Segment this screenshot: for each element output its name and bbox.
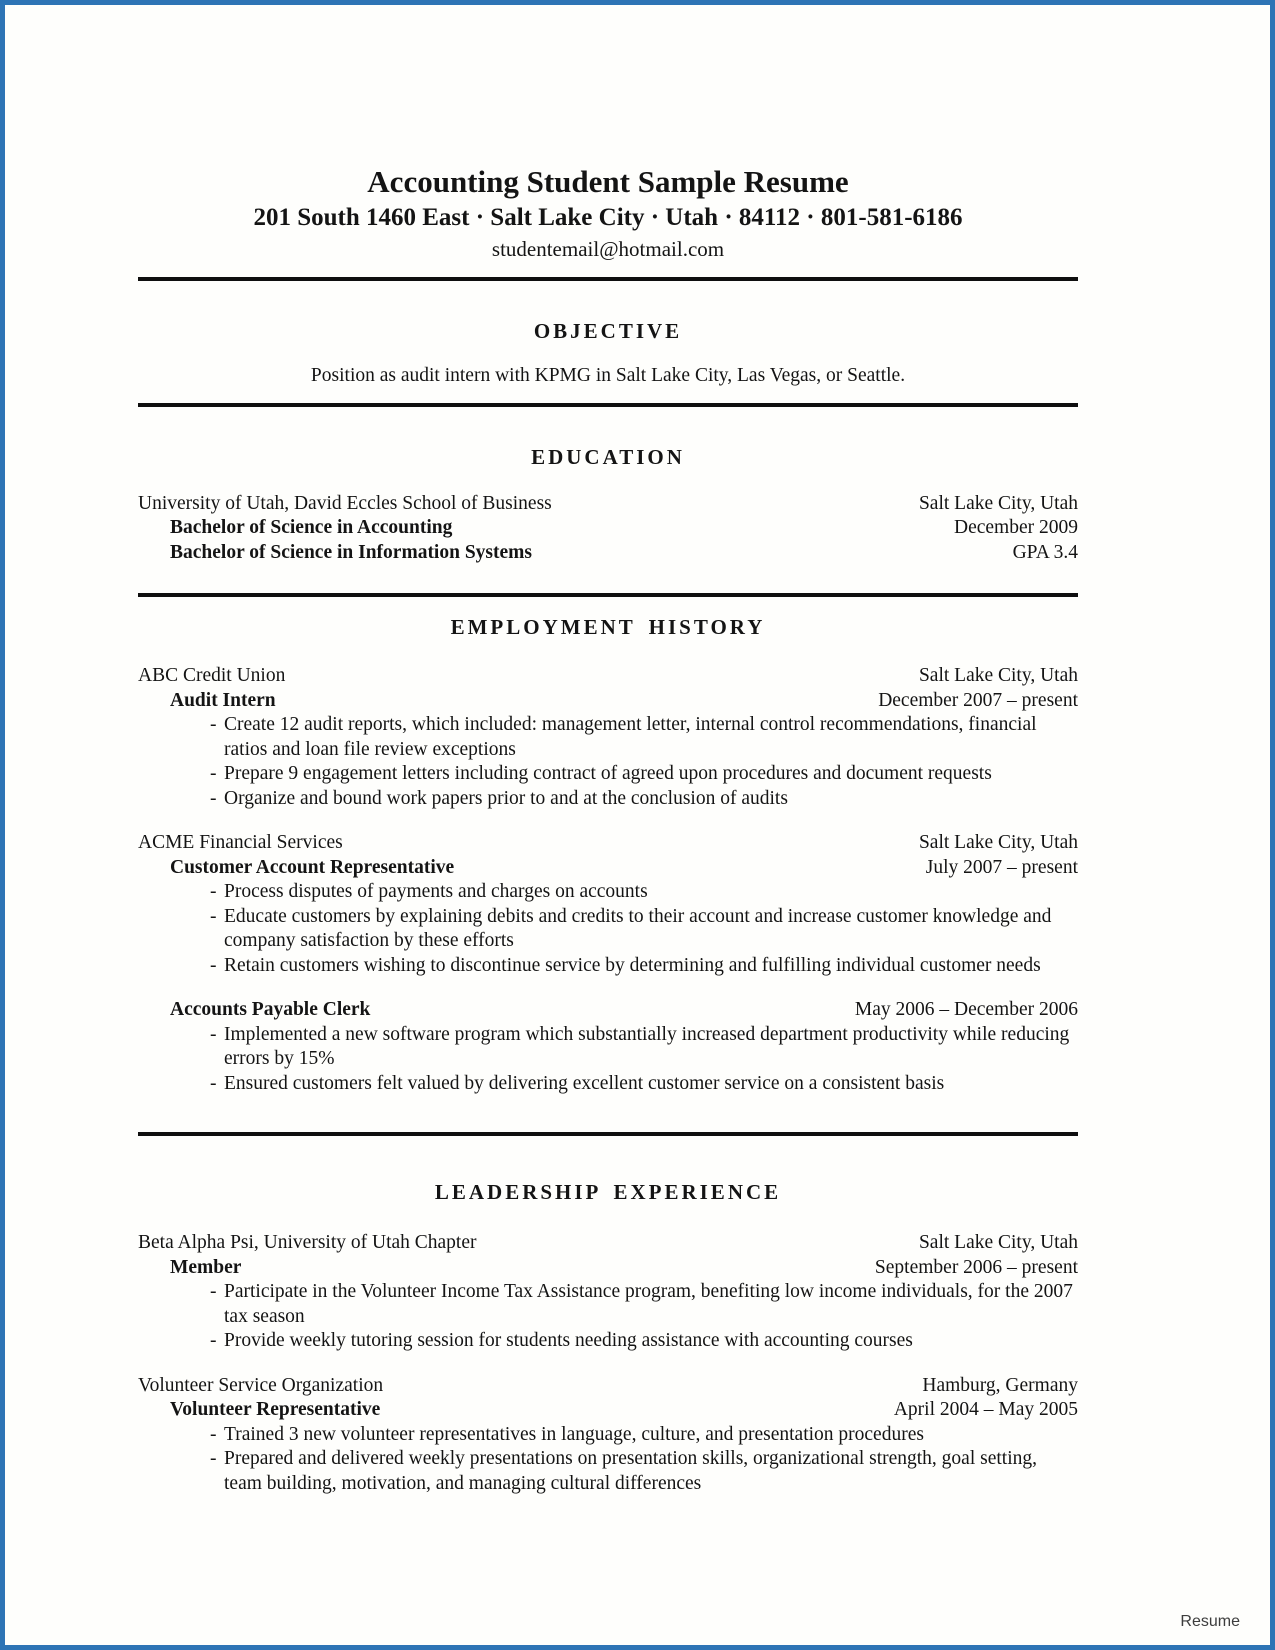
leadership-heading: LEADERSHIP EXPERIENCE	[434, 1180, 782, 1204]
bullet-item	[210, 1280, 1078, 1329]
bullet-text: Create 12 audit reports, which included: management letter, internal control recommendations, financial ratios and loan file review exceptions	[224, 714, 1037, 760]
contact-email: studentemail@hotmail.com	[491, 237, 725, 261]
job-title: Customer Account Representative	[170, 856, 455, 878]
bullet-marker: -	[210, 1023, 217, 1045]
bullet-item	[210, 1329, 1078, 1354]
bullet-item	[210, 713, 1078, 762]
role-dates: September 2006 – present	[874, 1256, 1078, 1278]
bullet-marker: -	[210, 1423, 217, 1445]
company-location: Salt Lake City, Utah	[918, 832, 1078, 853]
bullet-item	[210, 787, 1078, 812]
bullet-marker: -	[210, 954, 217, 976]
resume-header	[138, 163, 1078, 263]
bullet-text: Educate customers by explaining debits and credits to their account and increase customer knowledge and company satisfaction by these efforts	[224, 905, 1052, 951]
resume-page	[5, 5, 1270, 1496]
company-row	[138, 831, 1078, 856]
school-name: University of Utah, David Eccles School of Business	[138, 492, 552, 514]
objective-text: Position as audit intern with KPMG in Salt Lake City, Las Vegas, or Seattle.	[310, 365, 906, 386]
bullet-text: Prepared and delivered weekly presentations on presentation skills, organizational strength, goal setting, team building, motivation, and managing cultural differences	[224, 1448, 1038, 1494]
role-title-row	[138, 1256, 1078, 1281]
leadership-entry	[138, 1231, 1078, 1354]
bullet-text: Organize and bound work papers prior to and at the conclusion of audits	[224, 787, 788, 809]
divider-rule	[138, 403, 1078, 407]
bullet-item	[210, 1072, 1078, 1097]
job-title-row	[138, 689, 1078, 714]
job-title-row	[138, 998, 1078, 1023]
organization-name: Volunteer Service Organization	[138, 1374, 384, 1396]
job-entry	[138, 831, 1078, 978]
bullet-item	[210, 880, 1078, 905]
job-bullets	[138, 880, 1078, 978]
degree-detail: GPA 3.4	[1012, 541, 1078, 563]
job-dates: December 2007 – present	[878, 689, 1078, 711]
degree-row	[138, 541, 1078, 566]
objective-heading: OBJECTIVE	[533, 319, 683, 343]
bullet-marker: -	[210, 763, 217, 784]
company-name: ACME Financial Services	[138, 832, 343, 853]
job-dates: May 2006 – December 2006	[854, 999, 1078, 1020]
employment-heading: EMPLOYMENT HISTORY	[450, 615, 766, 639]
role-bullets	[138, 1423, 1078, 1497]
bullet-marker: -	[210, 1330, 217, 1351]
degree-detail: December 2009	[954, 517, 1078, 538]
role-title: Member	[170, 1256, 242, 1278]
bullet-text: Participate in the Volunteer Income Tax Assistance program, benefiting low income individuals, for the 2007 tax season	[224, 1281, 1073, 1327]
bullet-marker: -	[210, 881, 217, 902]
job-title: Audit Intern	[170, 689, 276, 711]
job-entry	[138, 998, 1078, 1096]
degree-name: Bachelor of Science in Accounting	[170, 517, 453, 538]
resume-title: Accounting Student Sample Resume	[367, 164, 849, 199]
section-leadership-experience	[138, 1180, 1078, 1496]
organization-name: Beta Alpha Psi, University of Utah Chapter	[138, 1232, 477, 1253]
education-heading: EDUCATION	[531, 444, 685, 469]
bullet-item	[210, 1423, 1078, 1448]
organization-location: Hamburg, Germany	[922, 1374, 1078, 1396]
bullet-marker: -	[210, 787, 217, 809]
organization-row	[138, 1374, 1078, 1399]
bullet-marker: -	[210, 714, 217, 735]
education-school-row	[138, 492, 1078, 517]
organization-location: Salt Lake City, Utah	[918, 1232, 1078, 1253]
degree-row	[138, 516, 1078, 541]
bullet-item	[210, 1023, 1078, 1072]
company-name: ABC Credit Union	[138, 665, 286, 686]
divider-rule	[138, 1132, 1078, 1136]
job-title: Accounts Payable Clerk	[170, 999, 371, 1020]
role-title: Volunteer Representative	[170, 1399, 381, 1420]
bullet-text: Retain customers wishing to discontinue service by determining and fulfilling individual customer needs	[224, 954, 1041, 976]
divider-rule	[138, 277, 1078, 281]
job-entry	[138, 664, 1078, 811]
company-row	[138, 664, 1078, 689]
bullet-item	[210, 1447, 1078, 1496]
bullet-marker: -	[210, 905, 217, 927]
leadership-entry	[138, 1374, 1078, 1497]
bullet-text: Prepare 9 engagement letters including contract of agreed upon procedures and document requests	[224, 763, 992, 784]
bullet-text: Provide weekly tutoring session for students needing assistance with accounting courses	[224, 1330, 913, 1351]
school-location: Salt Lake City, Utah	[918, 492, 1078, 514]
job-dates: July 2007 – present	[925, 856, 1078, 878]
job-title-row	[138, 856, 1078, 881]
job-bullets	[138, 713, 1078, 811]
section-objective	[138, 319, 1078, 389]
bullet-item	[210, 762, 1078, 787]
contact-address: 201 South 1460 East · Salt Lake City · Utah · 84112 · 801-581-6186	[253, 204, 963, 231]
job-bullets	[138, 1023, 1078, 1097]
organization-row	[138, 1231, 1078, 1256]
role-bullets	[138, 1280, 1078, 1354]
role-dates: April 2004 – May 2005	[893, 1399, 1078, 1420]
bullet-item	[210, 905, 1078, 954]
bullet-text: Trained 3 new volunteer representatives in language, culture, and presentation procedures	[224, 1423, 924, 1445]
company-location: Salt Lake City, Utah	[918, 665, 1078, 686]
bullet-marker: -	[210, 1072, 217, 1094]
divider-rule	[138, 593, 1078, 597]
section-education	[138, 445, 1078, 566]
degree-name: Bachelor of Science in Information Systems	[170, 541, 532, 563]
bullet-marker: -	[210, 1281, 217, 1302]
bullet-text: Implemented a new software program which substantially increased department productivity while reducing errors by 15%	[224, 1023, 1070, 1069]
footer-caption: Resume	[1180, 1613, 1240, 1630]
role-title-row	[138, 1398, 1078, 1423]
bullet-text: Process disputes of payments and charges on accounts	[224, 881, 648, 902]
section-employment-history	[138, 615, 1078, 1096]
bullet-text: Ensured customers felt valued by delivering excellent customer service on a consistent basis	[224, 1072, 945, 1094]
bullet-item	[210, 954, 1078, 979]
bullet-marker: -	[210, 1448, 217, 1469]
